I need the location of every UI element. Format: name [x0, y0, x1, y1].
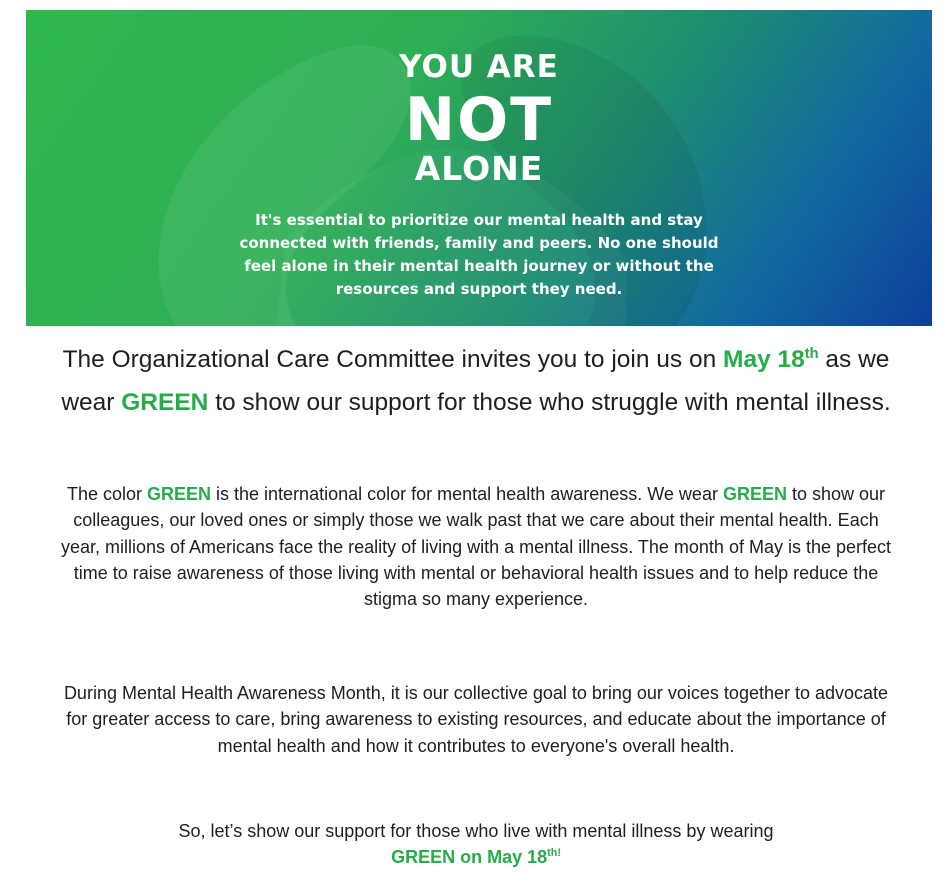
headline-date-sup: th: [804, 345, 819, 362]
headline-part1: The Organizational Care Committee invites you to join us on: [62, 346, 724, 373]
banner-title-line1: YOU ARE: [399, 49, 559, 85]
headline: [40, 338, 912, 424]
para1-part1: The color: [66, 484, 147, 504]
hero-banner: [26, 10, 932, 326]
para1-part2: is the international color for mental health awareness. We wear: [211, 484, 723, 504]
para1-part3: to show our colleagues, our loved ones or simply those we walk past that we care about their mental health. Each year, millions of Americans face the reality of living with a mental illness. The month of May is the perfect time to raise awareness of those living with mental or behavioral health issues and to help reduce the stigma so many experience.: [60, 484, 892, 610]
para3-text: So, let’s show our support for those who live with mental illness by wearing: [178, 821, 774, 841]
paragraph-color-meaning: [60, 481, 892, 612]
para1-green2: GREEN: [722, 484, 787, 504]
paragraph-call-to-action: [60, 818, 892, 871]
headline-date: May 18th: [723, 345, 819, 373]
paragraph-awareness-month: During Mental Health Awareness Month, it is our collective goal to bring our voices together to advocate for greater access to care, bring awareness to existing resources, and educate about the importance of mental health and how it contributes to everyone's overall health.: [63, 683, 889, 756]
headline-part3: to show our support for those who struggle with mental illness.: [208, 389, 891, 416]
banner-body-text: It's essential to prioritize our mental health and stay connected with friends, family and peers. No one should feel alone in their mental health journey or without the resources and support they need.: [239, 211, 719, 298]
para1-green1: GREEN: [147, 484, 212, 504]
cta-sup: th!: [547, 847, 561, 860]
banner-title-line3: ALONE: [414, 149, 544, 188]
banner-title-line2: NOT: [404, 85, 554, 155]
headline-color: GREEN: [121, 389, 209, 416]
cta-green-date: GREEN on May $18^{th!}$: [391, 847, 561, 868]
headline-part2: as we wear: [61, 346, 890, 416]
